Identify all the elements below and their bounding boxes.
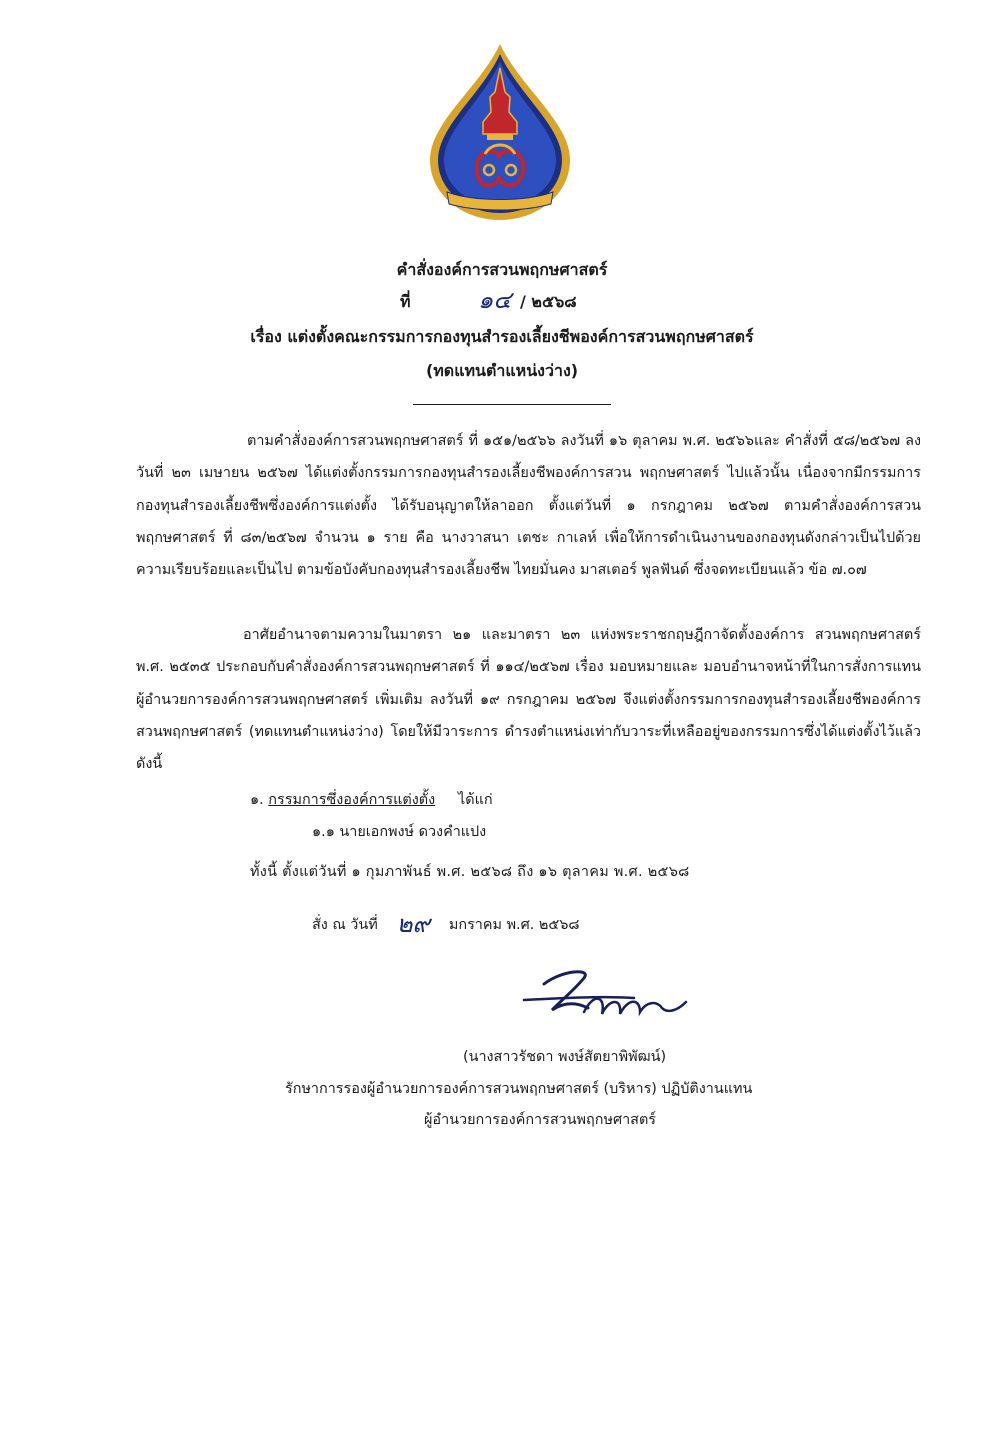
item-suffix: ได้แก่: [458, 792, 493, 808]
signatory-name: (นางสาวรัชดา พงษ์สัตยาพิพัฒน์): [463, 1049, 667, 1065]
item-number: ๑.: [250, 792, 264, 808]
appointee-1-1: ๑.๑ นายเอกพงษ์ ดวงคำแปง: [312, 824, 487, 840]
order-date-rest: มกราคม พ.ศ. ๒๕๖๘: [448, 917, 580, 933]
order-date-day-handwritten: ๒๙: [396, 910, 430, 938]
item-label: กรรมการซึ่งองค์การแต่งตั้ง: [268, 792, 436, 808]
body-paragraph-1: ตามคำสั่งองค์การสวนพฤกษศาสตร์ ที่ ๑๕๑/๒๕๖๖ ลงวันที่ ๑๖ ตุลาคม พ.ศ. ๒๕๖๖และ คำสั่งที่ ๕๘/๒๕๖๗ ลงวันที่ ๒๓ เมษายน ๒๕๖๗ ได้แต่งตั้งกรรมการกองทุนสำรองเลี้ยงชีพองค์การสวน พฤกษศาสตร์ ไปแล้วนั้น เนื่องจากมีกรรมการกองทุนสำรองเลี้ยงชีพซึ่งองค์การแต่งตั้ง ได้รับอนุญาตให้ลาออก ตั้งแต่วันที่ ๑ กรกฎาคม ๒๕๖๗ ตามคำสั่งองค์การสวนพฤกษศาสตร์ ที่ ๘๓/๒๕๖๗ จำนวน ๑ ราย คือ นางวาสนา เตชะ กาเลห์ เพื่อให้การดำเนินงานของกองทุนดังกล่าวเป็นไปด้วยความเรียบร้อยและเป็นไป ตามข้อบังคับกองทุนสำรองเลี้ยงชีพ ไทยมั่นคง มาสเตอร์ พูลฟันด์ ซึ่งจดทะเบียนแล้ว ข้อ ๗.๐๗: [136, 433, 921, 579]
signatory-position-2: ผู้อำนวยการองค์การสวนพฤกษศาสตร์: [424, 1112, 657, 1128]
order-number-handwritten: ๑๔: [478, 286, 512, 314]
order-number-label: ที่: [400, 292, 411, 311]
effective-period: ทั้งนี้ ตั้งแต่วันที่ ๑ กุมภาพันธ์ พ.ศ. ๒๕๖๘ ถึง ๑๖ ตุลาคม พ.ศ. ๒๕๖๘: [250, 864, 690, 880]
order-date-label: สั่ง ณ วันที่: [312, 917, 378, 933]
handwritten-signature: [522, 962, 692, 1032]
agency-emblem-icon: [425, 42, 575, 222]
header-divider: [413, 404, 611, 405]
body-paragraph-2: อาศัยอำนาจตามความในมาตรา ๒๑ และมาตรา ๒๓ แห่งพระราชกฤษฎีกาจัดตั้งองค์การ สวนพฤกษศาสตร์ พ.ศ. ๒๕๓๕ ประกอบกับคำสั่งองค์การสวนพฤกษศาสตร์ ที่ ๑๑๔/๒๕๖๗ เรื่อง มอบหมายและ มอบอำนาจหน้าที่ในการสั่งการแทนผู้อำนวยการองค์การสวนพฤกษศาสตร์ เพิ่มเติม ลงวันที่ ๑๙ กรกฎาคม ๒๕๖๗ จึงแต่งตั้งกรรมการกองทุนสำรองเลี้ยงชีพองค์การสวนพฤกษศาสตร์ (ทดแทนตำแหน่งว่าง) โดยให้มีวาระการ ดำรงตำแหน่งเท่ากับวาระที่เหลืออยู่ของกรรมการซึ่งได้แต่งตั้งไว้แล้ว ดังนี้: [136, 627, 921, 773]
order-number-year: / ๒๕๖๘: [520, 292, 577, 311]
order-title: คำสั่งองค์การสวนพฤกษศาสตร์: [396, 260, 608, 279]
order-subject: เรื่อง แต่งตั้งคณะกรรมการกองทุนสำรองเลี้ยงชีพองค์การสวนพฤกษศาสตร์: [250, 327, 754, 346]
appointment-item-1: [250, 788, 493, 811]
order-subject-sub: (ทดแทนตำแหน่งว่าง): [425, 361, 579, 380]
signatory-position: รักษาการรองผู้อำนวยการองค์การสวนพฤกษศาสตร์ (บริหาร) ปฏิบัติงานแทน: [285, 1081, 753, 1097]
order-date: [312, 904, 580, 943]
